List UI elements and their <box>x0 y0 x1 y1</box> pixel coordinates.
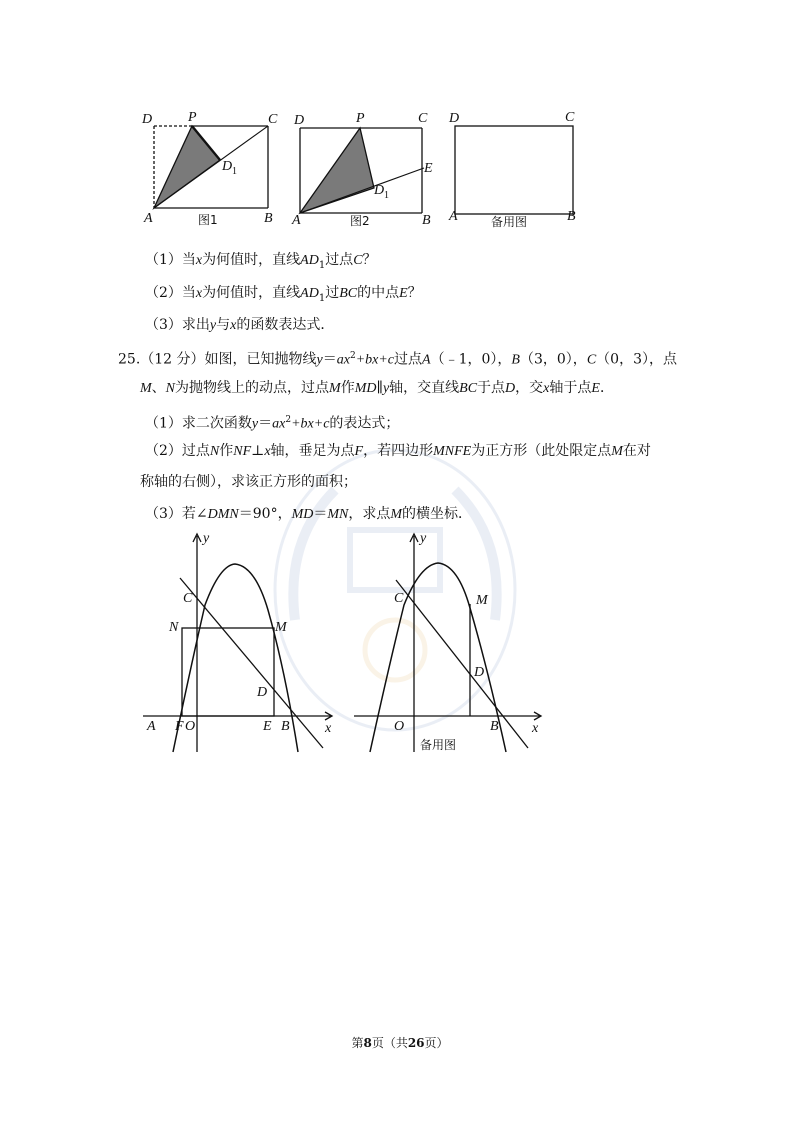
fig2-label-B: B <box>422 213 431 228</box>
g2-axis-y: y <box>420 531 427 546</box>
fig2-caption: 图2 <box>350 214 370 228</box>
q25-stem-line1: 25.（12 分）如图，已知抛物线$y=ax^2+bx+c$过点A（﹣1，0），B（3，0），C（0，3），点 <box>118 351 677 368</box>
q24-sub3: （3）求出y与x的函数表达式． <box>145 317 335 333</box>
fig2-label-D: D <box>294 113 305 128</box>
fig3-label-D: D <box>449 111 460 126</box>
g1-label-M: M <box>275 620 287 635</box>
g1-label-C: C <box>183 591 193 606</box>
fig1-caption: 图1 <box>198 213 218 227</box>
g2-label-M: M <box>476 593 488 608</box>
q25-sub1: （1）求二次函数$y=ax^2+bx+c$的表达式； <box>145 415 400 432</box>
fig2-label-D1-sub: 1 <box>384 190 389 201</box>
g2-label-D: D <box>474 665 485 680</box>
fig3-label-A: A <box>449 209 458 224</box>
figure-3-spare <box>445 108 585 232</box>
q24-sub2: （2）当x为何值时，直线$AD_1$过BC的中点E？ <box>145 285 422 304</box>
g1-axis-y: y <box>203 531 210 546</box>
fig1-label-C: C <box>268 112 278 127</box>
fig1-label-P: P <box>188 110 197 125</box>
fig3-label-C: C <box>565 110 575 125</box>
fig2-label-C: C <box>418 111 428 126</box>
g1-label-F: F <box>175 719 184 734</box>
q25-sub2-line1: （2）过点N作NF⊥x轴，垂足为点F，若四边形MNFE为正方形（此处限定点M在对 <box>145 443 651 459</box>
fig3-label-B: B <box>567 209 576 224</box>
graph-1 <box>135 530 345 760</box>
page-footer: 第8页（共26页） <box>351 1036 449 1050</box>
figure-2 <box>290 108 440 232</box>
q25-sub3: （3）若∠DMN＝90°，MD＝MN，求点M的横坐标． <box>145 506 473 522</box>
fig2-label-D1: D <box>374 183 385 198</box>
g2-caption: 备用图 <box>420 738 457 752</box>
g1-label-E: E <box>263 719 272 734</box>
g2-label-C: C <box>394 591 404 606</box>
fig2-label-P: P <box>356 111 365 126</box>
fig2-label-E: E <box>424 161 433 176</box>
q25-stem-line2: M、N为抛物线上的动点，过点M作MD∥y轴，交直线BC于点D，交x轴于点E． <box>140 380 614 396</box>
total-pages-number: 26 <box>407 1036 425 1050</box>
g1-label-N: N <box>169 620 179 635</box>
fig1-label-D1: D <box>222 159 233 174</box>
g1-label-O: O <box>185 719 196 734</box>
fig1-label-D: D <box>142 112 153 127</box>
fig2-label-A: A <box>292 213 301 228</box>
g1-label-D: D <box>257 685 268 700</box>
figure-1 <box>140 108 280 232</box>
g1-label-B: B <box>281 719 290 734</box>
g1-label-A: A <box>147 719 156 734</box>
g2-label-O: O <box>394 719 405 734</box>
graph-2-spare <box>350 530 550 760</box>
q24-sub1: （1）当x为何值时，直线$AD_1$过点C？ <box>145 252 377 271</box>
fig1-label-B: B <box>264 211 273 226</box>
q25-sub2-line2: 称轴的右侧），求该正方形的面积； <box>140 474 357 490</box>
g2-axis-x: x <box>532 721 539 736</box>
fig1-label-D1-sub: 1 <box>232 166 237 177</box>
current-page-number: 8 <box>363 1036 372 1050</box>
fig1-label-A: A <box>144 211 153 226</box>
g1-axis-x: x <box>325 721 332 736</box>
g2-label-B: B <box>490 719 499 734</box>
fig3-caption: 备用图 <box>491 215 528 229</box>
